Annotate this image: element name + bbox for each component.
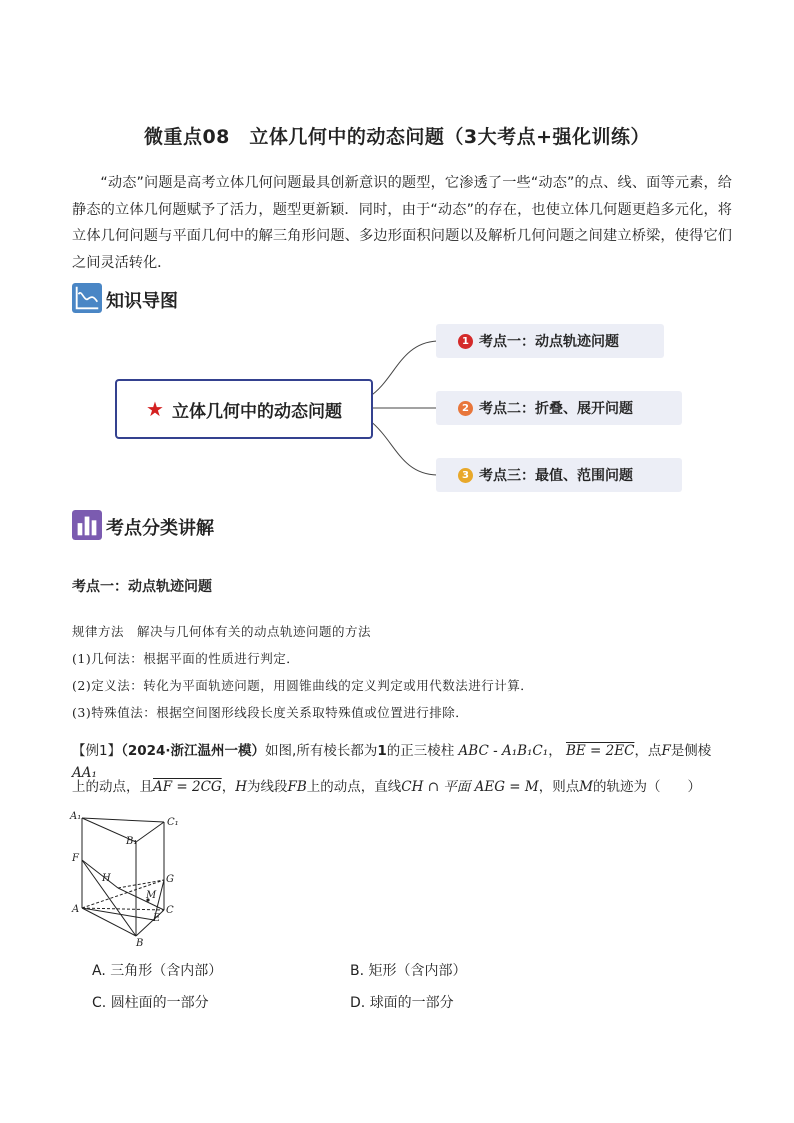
label-b1: B₁ [126, 836, 138, 847]
mindmap-center-label: 立体几何中的动态问题 [171, 401, 342, 422]
example-text: 如图,所有棱长都为 [265, 743, 378, 759]
label-g: G [166, 874, 174, 885]
mindmap-node-1 [436, 324, 664, 358]
intro-paragraph: “动态”问题是高考立体几何问题最具创新意识的题型，它渗透了一些“动态”的点、线、面等元素，给静态的立体几何题赋予了活力，题型更新颖．同时，由于“动态”的存在，也使立体几何题更趋多元化，将立体几何问题与平面几何中的解三角形问题、多边形面积问题以及解析几何问题之间建立桥梁，使得它们之间灵活转化． [72, 175, 732, 271]
bar-chart-icon [72, 510, 102, 540]
star-icon: ★ [146, 397, 164, 421]
mindmap-connectors [0, 0, 794, 520]
mindmap-node-2 [436, 391, 682, 425]
label-b: B [136, 938, 144, 948]
point-h: H [235, 779, 247, 795]
example-line-2 [72, 776, 732, 798]
mindmap-node-label: 考点三：最值、范围问题 [479, 468, 633, 484]
prism-figure [66, 808, 196, 948]
mindmap-center-node [115, 379, 373, 439]
prism-expression: ABC - A₁B₁C₁ [458, 743, 549, 759]
method-heading: 规律方法 解决与几何体有关的动点轨迹问题的方法 [72, 624, 372, 639]
method-item-2: (2)定义法：转化为平面轨迹问题，用圆锥曲线的定义判定或用代数法进行计算． [72, 678, 534, 693]
method-item-3: (3)特殊值法：根据空间图形线段长度关系取特殊值或位置进行排除． [72, 705, 469, 720]
point-m: M [579, 779, 594, 795]
example-text: ， [548, 743, 562, 759]
example-text: 的正三棱柱 [386, 743, 455, 759]
edge-expression: AA₁ [72, 765, 97, 781]
example-text: ，则点 [538, 779, 580, 795]
label-e: E [153, 913, 161, 924]
option-text: 矩形（含内部） [368, 963, 467, 979]
method-item-1: (1)几何法：根据平面的性质进行判定． [72, 651, 300, 666]
example-text: 为线段 [247, 779, 288, 795]
label-h: H [102, 873, 111, 884]
number-badge: 1 [458, 334, 473, 349]
option-a[interactable] [92, 960, 222, 980]
option-key: B. [350, 963, 365, 979]
label-m: M [146, 890, 157, 901]
point-f: F [661, 743, 671, 759]
example-text: 是侧棱 [670, 743, 712, 759]
section-title: 考点分类讲解 [106, 518, 214, 539]
mindmap-node-label: 考点二：折叠、展开问题 [479, 401, 633, 417]
number-badge: 3 [458, 468, 473, 483]
label-a1: A₁ [70, 811, 82, 822]
label-f: F [72, 853, 79, 864]
mindmap-node-label: 考点一：动点轨迹问题 [479, 334, 619, 350]
example-number: 1 [377, 743, 387, 759]
example-source: （2024·浙江温州一模） [121, 743, 266, 759]
option-d[interactable] [350, 992, 454, 1012]
topic-heading: 考点一：动点轨迹问题 [72, 579, 212, 595]
number-badge: 2 [458, 401, 473, 416]
section-title: 知识导图 [106, 291, 178, 312]
option-b[interactable] [350, 960, 467, 980]
label-c1: C₁ [167, 817, 179, 828]
option-text: 圆柱面的一部分 [110, 995, 209, 1011]
section-heading-topics [72, 510, 214, 540]
example-text: ， [221, 779, 236, 795]
option-text: 球面的一部分 [369, 995, 454, 1011]
option-text: 三角形（含内部） [110, 963, 223, 979]
example-tag: 【例1】 [72, 743, 122, 759]
mindmap-node-3 [436, 458, 682, 492]
page-title: 微重点08 立体几何中的动态问题（3大考点+强化训练） [143, 126, 651, 148]
example-text: ，点 [634, 743, 662, 759]
vector-relation-1: BE = 2EC [565, 743, 635, 759]
option-c[interactable] [92, 992, 209, 1012]
segment-fb: FB [287, 779, 307, 795]
vector-relation-2: AF = 2CG [153, 779, 222, 795]
label-a: A [72, 904, 80, 915]
example-text: 上的动点，直线 [306, 779, 402, 795]
option-key: D. [350, 995, 366, 1011]
label-c: C [166, 905, 174, 916]
option-key: C. [92, 995, 107, 1011]
intersection-relation: CH ∩ 平面 AEG = M [401, 779, 539, 795]
example-text: 上的动点，且 [72, 779, 153, 795]
option-key: A. [92, 963, 106, 979]
example-text: 的轨迹为（ ） [593, 779, 702, 795]
